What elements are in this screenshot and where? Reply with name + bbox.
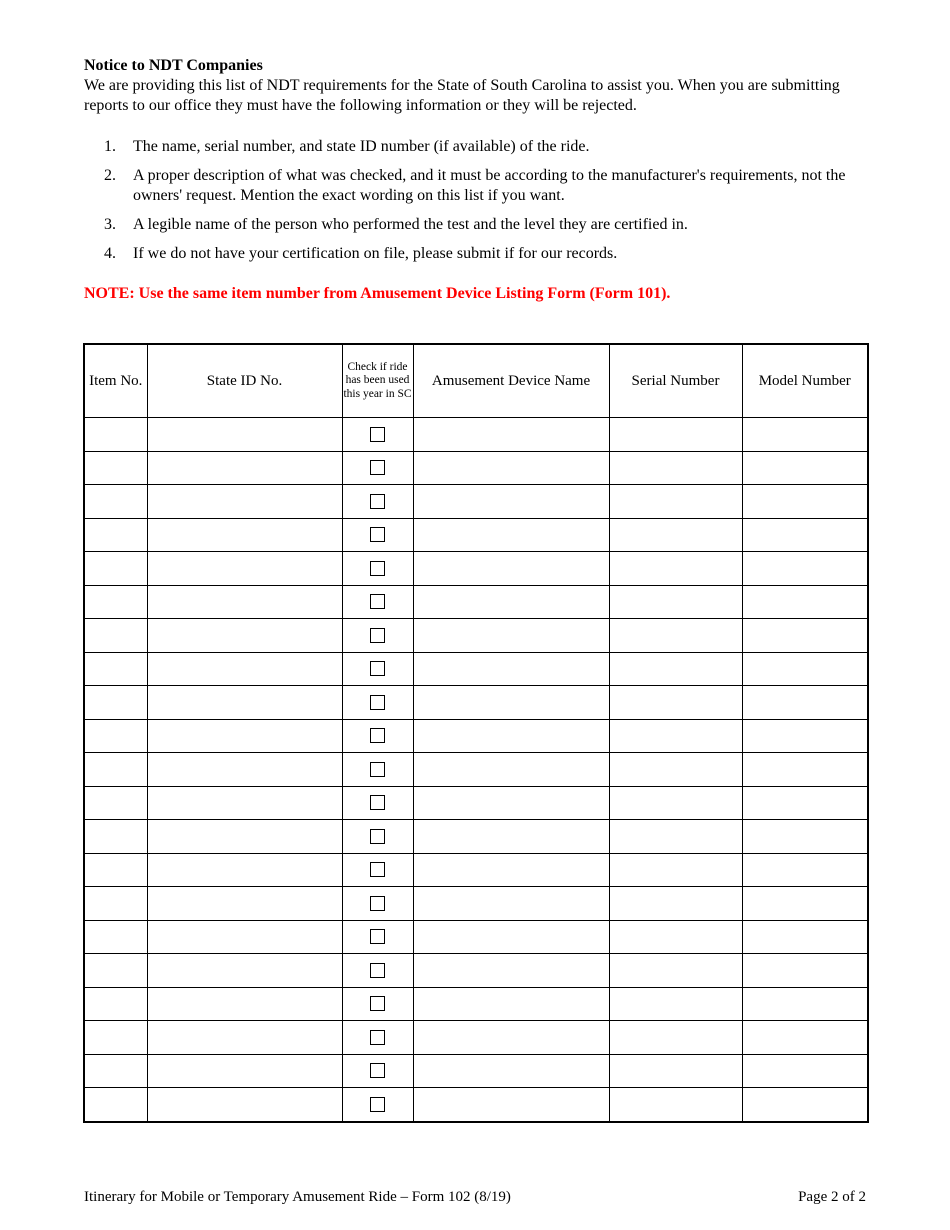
serial-number-cell[interactable] bbox=[609, 686, 742, 720]
check-cell bbox=[342, 1054, 413, 1088]
list-item bbox=[104, 215, 864, 235]
item-no-cell[interactable] bbox=[84, 820, 147, 854]
table-row bbox=[84, 1054, 868, 1088]
serial-number-cell[interactable] bbox=[609, 853, 742, 887]
check-cell bbox=[342, 753, 413, 787]
header-serial-number: Serial Number bbox=[609, 344, 742, 418]
device-name-cell[interactable] bbox=[413, 719, 609, 753]
state-id-cell[interactable] bbox=[147, 820, 342, 854]
state-id-cell[interactable] bbox=[147, 786, 342, 820]
model-number-cell[interactable] bbox=[742, 451, 868, 485]
footer-page-number: Page 2 of 2 bbox=[798, 1189, 866, 1205]
serial-number-cell[interactable] bbox=[609, 820, 742, 854]
notice-section bbox=[84, 56, 874, 116]
item-no-cell[interactable] bbox=[84, 518, 147, 552]
ride-used-checkbox[interactable] bbox=[370, 561, 385, 576]
check-cell bbox=[342, 585, 413, 619]
header-check-used: Check if ride has been used this year in SC bbox=[342, 344, 413, 418]
check-cell bbox=[342, 786, 413, 820]
state-id-cell[interactable] bbox=[147, 1021, 342, 1055]
serial-number-cell[interactable] bbox=[609, 619, 742, 653]
notice-heading: Notice to NDT Companies bbox=[84, 57, 263, 74]
item-no-cell[interactable] bbox=[84, 552, 147, 586]
list-item bbox=[104, 137, 864, 157]
check-cell bbox=[342, 719, 413, 753]
state-id-cell[interactable] bbox=[147, 552, 342, 586]
device-name-cell[interactable] bbox=[413, 987, 609, 1021]
model-number-cell[interactable] bbox=[742, 1021, 868, 1055]
table-row bbox=[84, 820, 868, 854]
device-name-cell[interactable] bbox=[413, 920, 609, 954]
item-no-cell[interactable] bbox=[84, 753, 147, 787]
notice-intro: We are providing this list of NDT requirements for the State of South Carolina to assist you. When you are submitting reports to our office they must have the following information or they will be rejected. bbox=[84, 77, 840, 114]
device-name-cell[interactable] bbox=[413, 652, 609, 686]
item-no-cell[interactable] bbox=[84, 418, 147, 452]
device-name-cell[interactable] bbox=[413, 585, 609, 619]
item-no-cell[interactable] bbox=[84, 1021, 147, 1055]
list-item-number: 1. bbox=[104, 138, 116, 155]
item-no-cell[interactable] bbox=[84, 1054, 147, 1088]
ride-used-checkbox[interactable] bbox=[370, 728, 385, 743]
check-cell bbox=[342, 887, 413, 921]
check-cell bbox=[342, 619, 413, 653]
model-number-cell[interactable] bbox=[742, 954, 868, 988]
state-id-cell[interactable] bbox=[147, 954, 342, 988]
ride-used-checkbox[interactable] bbox=[370, 1097, 385, 1112]
serial-number-cell[interactable] bbox=[609, 552, 742, 586]
ride-used-checkbox[interactable] bbox=[370, 661, 385, 676]
check-cell bbox=[342, 652, 413, 686]
model-number-cell[interactable] bbox=[742, 518, 868, 552]
header-device-name: Amusement Device Name bbox=[413, 344, 609, 418]
item-no-cell[interactable] bbox=[84, 954, 147, 988]
ride-used-checkbox[interactable] bbox=[370, 628, 385, 643]
serial-number-cell[interactable] bbox=[609, 954, 742, 988]
ride-used-checkbox[interactable] bbox=[370, 594, 385, 609]
ride-used-checkbox[interactable] bbox=[370, 1030, 385, 1045]
ride-used-checkbox[interactable] bbox=[370, 862, 385, 877]
item-no-cell[interactable] bbox=[84, 853, 147, 887]
item-no-cell[interactable] bbox=[84, 1088, 147, 1122]
list-item-text: If we do not have your certification on file, please submit if for our records. bbox=[133, 245, 618, 262]
check-cell bbox=[342, 451, 413, 485]
model-number-cell[interactable] bbox=[742, 1054, 868, 1088]
device-name-cell[interactable] bbox=[413, 451, 609, 485]
header-item-no: Item No. bbox=[84, 344, 147, 418]
model-number-cell[interactable] bbox=[742, 719, 868, 753]
item-no-cell[interactable] bbox=[84, 585, 147, 619]
model-number-cell[interactable] bbox=[742, 987, 868, 1021]
table-row bbox=[84, 686, 868, 720]
check-cell bbox=[342, 987, 413, 1021]
note-text: NOTE: Use the same item number from Amusement Device Listing Form (Form 101). bbox=[84, 285, 671, 302]
item-no-cell[interactable] bbox=[84, 786, 147, 820]
ride-used-checkbox[interactable] bbox=[370, 427, 385, 442]
device-name-cell[interactable] bbox=[413, 485, 609, 519]
table-row bbox=[84, 1088, 868, 1122]
table-row bbox=[84, 652, 868, 686]
device-name-cell[interactable] bbox=[413, 552, 609, 586]
state-id-cell[interactable] bbox=[147, 987, 342, 1021]
check-cell bbox=[342, 485, 413, 519]
device-name-cell[interactable] bbox=[413, 1021, 609, 1055]
table-row bbox=[84, 619, 868, 653]
device-name-cell[interactable] bbox=[413, 786, 609, 820]
state-id-cell[interactable] bbox=[147, 418, 342, 452]
list-item-text: The name, serial number, and state ID number (if available) of the ride. bbox=[133, 138, 590, 155]
state-id-cell[interactable] bbox=[147, 451, 342, 485]
state-id-cell[interactable] bbox=[147, 619, 342, 653]
amusement-device-table bbox=[83, 343, 869, 1123]
table-row bbox=[84, 753, 868, 787]
list-item bbox=[104, 244, 864, 264]
serial-number-cell[interactable] bbox=[609, 987, 742, 1021]
list-item-text: A proper description of what was checked, and it must be according to the manufacturer's requirements, not the owners' request. Mention the exact wording on this list if you want. bbox=[133, 167, 846, 204]
check-cell bbox=[342, 853, 413, 887]
state-id-cell[interactable] bbox=[147, 719, 342, 753]
serial-number-cell[interactable] bbox=[609, 652, 742, 686]
ride-used-checkbox[interactable] bbox=[370, 929, 385, 944]
item-no-cell[interactable] bbox=[84, 485, 147, 519]
check-cell bbox=[342, 518, 413, 552]
table-row bbox=[84, 418, 868, 452]
ride-used-checkbox[interactable] bbox=[370, 963, 385, 978]
serial-number-cell[interactable] bbox=[609, 451, 742, 485]
header-state-id: State ID No. bbox=[147, 344, 342, 418]
model-number-cell[interactable] bbox=[742, 619, 868, 653]
check-cell bbox=[342, 820, 413, 854]
table-row bbox=[84, 485, 868, 519]
item-no-cell[interactable] bbox=[84, 451, 147, 485]
serial-number-cell[interactable] bbox=[609, 719, 742, 753]
footer-form-title: Itinerary for Mobile or Temporary Amusement Ride – Form 102 (8/19) bbox=[84, 1189, 511, 1205]
item-no-cell[interactable] bbox=[84, 920, 147, 954]
ride-used-checkbox[interactable] bbox=[370, 829, 385, 844]
state-id-cell[interactable] bbox=[147, 518, 342, 552]
ride-used-checkbox[interactable] bbox=[370, 1063, 385, 1078]
device-name-cell[interactable] bbox=[413, 954, 609, 988]
check-cell bbox=[342, 1021, 413, 1055]
table-row bbox=[84, 987, 868, 1021]
model-number-cell[interactable] bbox=[742, 920, 868, 954]
table-row bbox=[84, 518, 868, 552]
model-number-cell[interactable] bbox=[742, 786, 868, 820]
serial-number-cell[interactable] bbox=[609, 887, 742, 921]
state-id-cell[interactable] bbox=[147, 920, 342, 954]
state-id-cell[interactable] bbox=[147, 686, 342, 720]
item-no-cell[interactable] bbox=[84, 686, 147, 720]
serial-number-cell[interactable] bbox=[609, 753, 742, 787]
list-item bbox=[104, 166, 864, 206]
table-header-row bbox=[84, 344, 868, 418]
state-id-cell[interactable] bbox=[147, 485, 342, 519]
state-id-cell[interactable] bbox=[147, 753, 342, 787]
table-row bbox=[84, 954, 868, 988]
model-number-cell[interactable] bbox=[742, 418, 868, 452]
model-number-cell[interactable] bbox=[742, 652, 868, 686]
table-body bbox=[84, 418, 868, 1122]
item-no-cell[interactable] bbox=[84, 987, 147, 1021]
device-name-cell[interactable] bbox=[413, 853, 609, 887]
item-no-cell[interactable] bbox=[84, 719, 147, 753]
model-number-cell[interactable] bbox=[742, 1088, 868, 1122]
serial-number-cell[interactable] bbox=[609, 418, 742, 452]
table-row bbox=[84, 719, 868, 753]
device-name-cell[interactable] bbox=[413, 619, 609, 653]
serial-number-cell[interactable] bbox=[609, 1088, 742, 1122]
model-number-cell[interactable] bbox=[742, 887, 868, 921]
list-item-text: A legible name of the person who performed the test and the level they are certified in. bbox=[133, 216, 688, 233]
header-model-number: Model Number bbox=[742, 344, 868, 418]
serial-number-cell[interactable] bbox=[609, 485, 742, 519]
item-no-cell[interactable] bbox=[84, 652, 147, 686]
model-number-cell[interactable] bbox=[742, 853, 868, 887]
device-name-cell[interactable] bbox=[413, 887, 609, 921]
serial-number-cell[interactable] bbox=[609, 786, 742, 820]
state-id-cell[interactable] bbox=[147, 853, 342, 887]
check-cell bbox=[342, 552, 413, 586]
device-name-cell[interactable] bbox=[413, 418, 609, 452]
table-row bbox=[84, 887, 868, 921]
device-name-cell[interactable] bbox=[413, 753, 609, 787]
model-number-cell[interactable] bbox=[742, 485, 868, 519]
device-name-cell[interactable] bbox=[413, 1088, 609, 1122]
serial-number-cell[interactable] bbox=[609, 585, 742, 619]
device-name-cell[interactable] bbox=[413, 518, 609, 552]
ride-used-checkbox[interactable] bbox=[370, 527, 385, 542]
ride-used-checkbox[interactable] bbox=[370, 762, 385, 777]
ride-used-checkbox[interactable] bbox=[370, 996, 385, 1011]
serial-number-cell[interactable] bbox=[609, 1054, 742, 1088]
device-name-cell[interactable] bbox=[413, 820, 609, 854]
check-cell bbox=[342, 954, 413, 988]
check-cell bbox=[342, 920, 413, 954]
list-item-number: 3. bbox=[104, 216, 116, 233]
check-cell bbox=[342, 418, 413, 452]
device-name-cell[interactable] bbox=[413, 686, 609, 720]
item-no-cell[interactable] bbox=[84, 887, 147, 921]
model-number-cell[interactable] bbox=[742, 585, 868, 619]
requirements-list bbox=[104, 137, 864, 273]
device-name-cell[interactable] bbox=[413, 1054, 609, 1088]
state-id-cell[interactable] bbox=[147, 585, 342, 619]
state-id-cell[interactable] bbox=[147, 652, 342, 686]
list-item-number: 2. bbox=[104, 167, 116, 184]
state-id-cell[interactable] bbox=[147, 1088, 342, 1122]
serial-number-cell[interactable] bbox=[609, 920, 742, 954]
serial-number-cell[interactable] bbox=[609, 1021, 742, 1055]
model-number-cell[interactable] bbox=[742, 820, 868, 854]
ride-used-checkbox[interactable] bbox=[370, 460, 385, 475]
ride-used-checkbox[interactable] bbox=[370, 695, 385, 710]
ride-used-checkbox[interactable] bbox=[370, 795, 385, 810]
table-row bbox=[84, 451, 868, 485]
state-id-cell[interactable] bbox=[147, 1054, 342, 1088]
ride-used-checkbox[interactable] bbox=[370, 896, 385, 911]
list-item-number: 4. bbox=[104, 245, 116, 262]
model-number-cell[interactable] bbox=[742, 686, 868, 720]
ride-used-checkbox[interactable] bbox=[370, 494, 385, 509]
check-cell bbox=[342, 686, 413, 720]
check-cell bbox=[342, 1088, 413, 1122]
table-row bbox=[84, 853, 868, 887]
model-number-cell[interactable] bbox=[742, 552, 868, 586]
serial-number-cell[interactable] bbox=[609, 518, 742, 552]
state-id-cell[interactable] bbox=[147, 887, 342, 921]
table-row bbox=[84, 552, 868, 586]
table-row bbox=[84, 1021, 868, 1055]
table-row bbox=[84, 585, 868, 619]
table-row bbox=[84, 786, 868, 820]
table-row bbox=[84, 920, 868, 954]
item-no-cell[interactable] bbox=[84, 619, 147, 653]
model-number-cell[interactable] bbox=[742, 753, 868, 787]
